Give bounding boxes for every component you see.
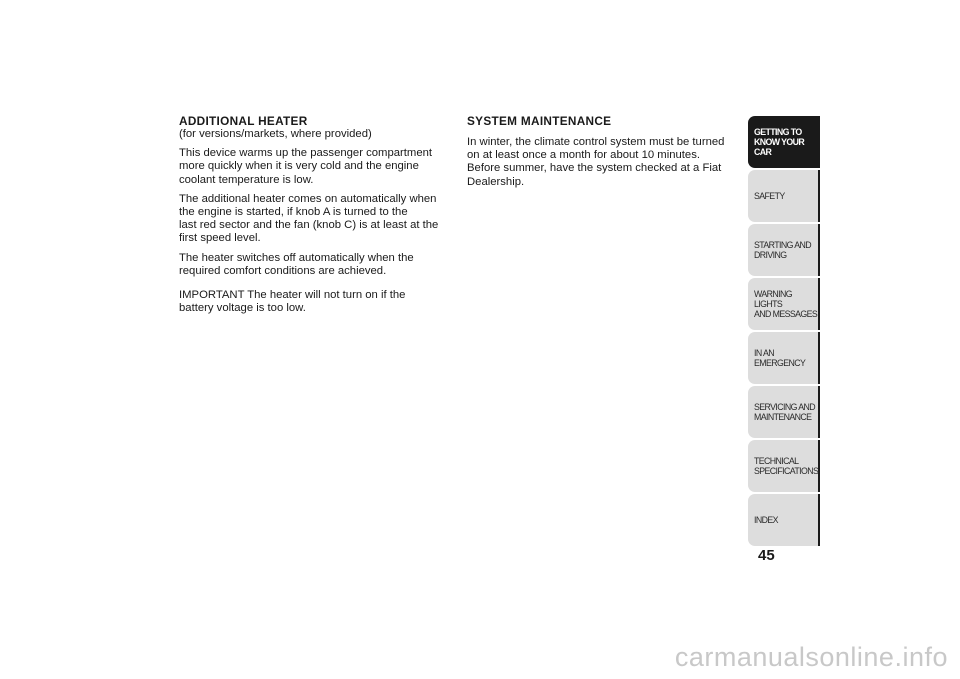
page-number: 45 xyxy=(758,547,775,564)
additional-heater-paragraph-1: This device warms up the passenger compartment more quickly when it is very cold and the engine coolant temperature is low. xyxy=(179,147,433,186)
tab-label: SAFETY xyxy=(754,191,785,201)
tab-label: SERVICING AND MAINTENANCE xyxy=(754,402,815,422)
additional-heater-important-note: IMPORTANT The heater will not turn on if the battery voltage is too low. xyxy=(179,289,406,315)
tab-index[interactable] xyxy=(748,494,820,546)
watermark: carmanualsonline.info xyxy=(674,642,948,672)
system-maintenance-heading: SYSTEM MAINTENANCE xyxy=(467,114,612,128)
additional-heater-paragraph-2: The additional heater comes on automatically when the engine is started, if knob A is turned to the last red sector and the fan (knob C) is at least at the first speed level. xyxy=(179,192,439,245)
right-column xyxy=(467,115,742,189)
tab-technical-specifications[interactable] xyxy=(748,440,820,492)
additional-heater-heading: ADDITIONAL HEATER xyxy=(179,114,308,128)
additional-heater-paragraph-3: The heater switches off automatically when the required comfort conditions are achieved. xyxy=(179,251,414,277)
tab-safety[interactable] xyxy=(748,170,820,222)
system-maintenance-paragraph: In winter, the climate control system must be turned on at least once a month for about 10 minutes. Before summer, have the system checked at a Fiat Dealership. xyxy=(467,136,725,188)
additional-heater-subheading: (for versions/markets, where provided) xyxy=(179,128,372,140)
tab-label: STARTING AND DRIVING xyxy=(754,240,811,260)
tab-label: IN AN EMERGENCY xyxy=(754,348,806,368)
tab-label: WARNING LIGHTS AND MESSAGES xyxy=(754,289,818,319)
tab-label: TECHNICAL SPECIFICATIONS xyxy=(754,456,819,476)
tab-warning-lights-and-messages[interactable] xyxy=(748,278,820,330)
tab-label: GETTING TO KNOW YOUR CAR xyxy=(754,127,805,157)
tab-servicing-and-maintenance[interactable] xyxy=(748,386,820,438)
tab-getting-to-know-your-car[interactable] xyxy=(748,116,820,168)
chapter-tab-sidebar xyxy=(748,116,820,548)
left-column xyxy=(179,115,454,315)
tab-starting-and-driving[interactable] xyxy=(748,224,820,276)
tab-in-an-emergency[interactable] xyxy=(748,332,820,384)
tab-label: INDEX xyxy=(754,515,778,525)
